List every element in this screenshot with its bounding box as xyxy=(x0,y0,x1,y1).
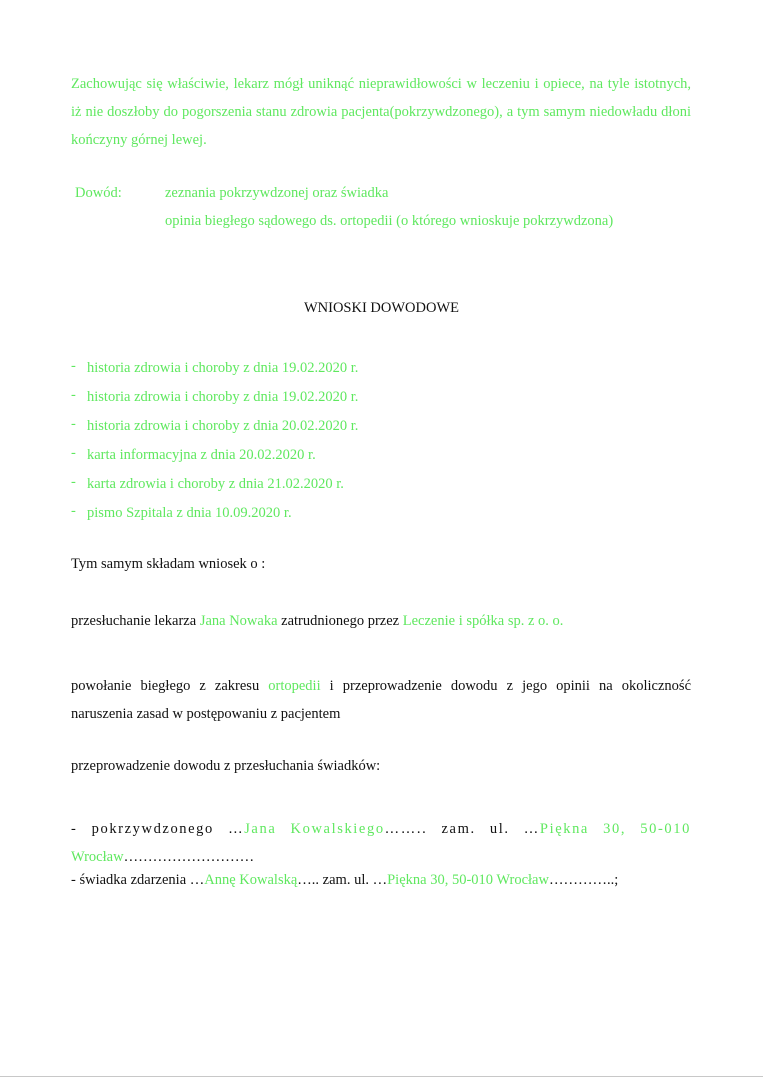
company-name: Leczenie i spółka sp. z o. o. xyxy=(402,613,564,629)
expert-rest-1: i przeprowadzenie dowodu z jego opinii na okoliczność xyxy=(320,678,692,694)
list-item xyxy=(71,410,358,439)
evidence-label: Dowód: xyxy=(75,185,122,201)
witness-1 xyxy=(71,815,691,871)
witness-2-prefix: - świadka zdarzenia … xyxy=(71,872,205,888)
expert-line-2: naruszenia zasad w postępowaniu z pacjentem xyxy=(71,706,341,722)
evidence-line-2: opinia biegłego sądowego ds. ortopedii (o którego wnioskuje pokrzywdzona) xyxy=(165,213,614,229)
doctor-name: Jana Nowaka xyxy=(199,613,278,629)
expert-request xyxy=(71,672,691,728)
documents-list xyxy=(71,352,358,526)
witness-2-name: Annę Kowalską xyxy=(204,872,298,888)
hearing-prefix: przesłuchanie lekarza xyxy=(71,613,200,629)
list-item xyxy=(71,497,358,526)
list-dash: - xyxy=(71,503,76,519)
witness-1-line-1 xyxy=(71,815,691,843)
witnesses-intro: przeprowadzenie dowodu z przesłuchania świadków: xyxy=(71,758,381,774)
section-heading: WNIOSKI DOWODOWE xyxy=(303,300,460,316)
list-item xyxy=(71,468,358,497)
expert-prefix: powołanie biegłego z zakresu xyxy=(71,678,269,694)
witness-1-name: Jana Kowalskiego xyxy=(244,821,385,837)
list-item-text: historia zdrowia i choroby z dnia 19.02.2020 r. xyxy=(87,389,359,405)
list-dash: - xyxy=(71,358,76,374)
evidence-line-1: zeznania pokrzywdzonej oraz świadka xyxy=(165,185,389,201)
witness-2-address: Piękna 30, 50-010 Wrocław xyxy=(387,872,549,888)
list-item-text: pismo Szpitala z dnia 10.09.2020 r. xyxy=(87,505,292,521)
expert-field: ortopedii xyxy=(268,678,321,694)
witness-1-middle: …….. zam. ul. … xyxy=(384,821,540,837)
list-item xyxy=(71,439,358,468)
list-item-text: historia zdrowia i choroby z dnia 19.02.2020 r. xyxy=(87,360,359,376)
expert-line-1 xyxy=(71,672,691,700)
witness-1-city: Wrocław xyxy=(71,849,124,865)
list-dash: - xyxy=(71,474,76,490)
witness-2 xyxy=(71,872,618,889)
witness-2-middle: ….. zam. ul. … xyxy=(297,872,388,888)
witness-1-prefix: - pokrzywdzonego … xyxy=(71,821,245,837)
intro-paragraph: Zachowując się właściwie, lekarz mógł uniknąć nieprawidłowości w leczeniu i opiece, na tyle istotnych, iż nie doszłoby do pogorszenia stanu zdrowia pacjenta(pokrzywdzonego), a tym samym niedowładu dłoni kończyny górnej lewej. xyxy=(71,76,691,148)
hearing-request xyxy=(71,613,563,630)
request-intro: Tym samym składam wniosek o : xyxy=(71,556,266,572)
page-bottom-divider xyxy=(0,1076,763,1077)
list-item xyxy=(71,352,358,381)
witness-2-suffix: …………..; xyxy=(548,872,619,888)
witness-1-dots: ……………………… xyxy=(123,849,255,865)
list-dash: - xyxy=(71,416,76,432)
list-dash: - xyxy=(71,445,76,461)
list-item xyxy=(71,381,358,410)
list-item-text: karta zdrowia i choroby z dnia 21.02.2020 r. xyxy=(87,476,344,492)
list-item-text: karta informacyjna z dnia 20.02.2020 r. xyxy=(87,447,316,463)
witness-1-address: Piękna 30, 50-010 xyxy=(539,821,691,837)
list-dash: - xyxy=(71,387,76,403)
list-item-text: historia zdrowia i choroby z dnia 20.02.2020 r. xyxy=(87,418,359,434)
hearing-middle: zatrudnionego przez xyxy=(277,613,403,629)
